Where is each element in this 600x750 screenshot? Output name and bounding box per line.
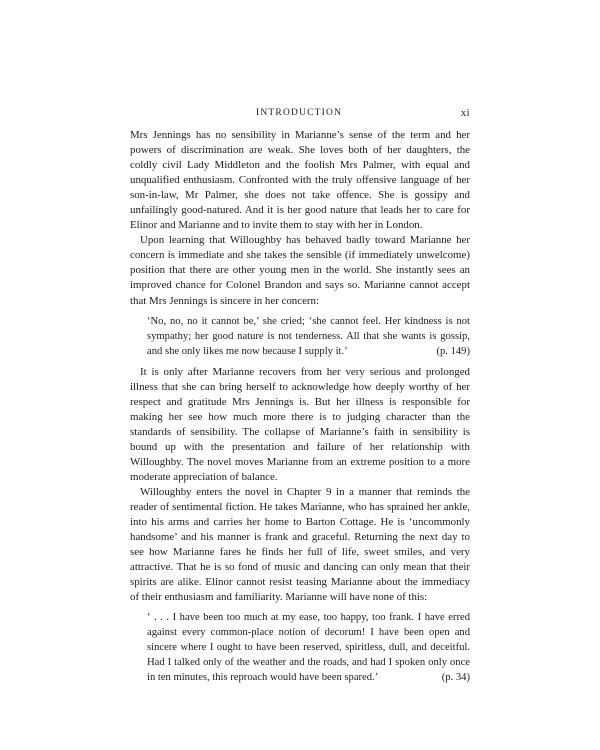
quote-text: ‘No, no, no it cannot be,’ she cried; ‘she cannot feel. Her kindness is not sympathy; her good nature is not tenderness. All that she wants is gossip, and she only likes me now because I supply it.’	[147, 315, 470, 357]
running-head-title: INTRODUCTION	[256, 108, 343, 118]
paragraph: It is only after Marianne recovers from her very serious and prolonged illness that she can bring herself to acknowledge how deeply worthy of her respect and gratitude Mrs Jennings is. But her illness is responsible for making her see how much more there is to judging character than the standards of sensibility. The collapse of Marianne’s faith in sensibility is bound up with the presentation and failure of her relationship with Willoughby. The novel moves Marianne from an extreme position to a more moderate appreciation of balance.	[130, 365, 470, 483]
block-quote	[147, 314, 470, 359]
page-number: xi	[460, 108, 470, 119]
quote-text: ‘ . . . I have been too much at my ease, too happy, too frank. I have erred against every common-place notion of decorum! I have been open and sincere where I ought to have been reserved, spiritless, dull, and deceitful. Had I talked only of the weather and the roads, and had I spoken only once in ten minutes, this reproach would have been spared.’	[147, 612, 470, 684]
paragraph: Willoughby enters the novel in Chapter 9 in a manner that reminds the reader of sentimental fiction. He takes Marianne, who has sprained her ankle, into his arms and carries her home to Barton Cottage. He is ‘uncommonly handsome’ and his manner is frank and graceful. Returning the next day to see how Marianne fares he finds her full of life, sweet smiles, and very attractive. That he is so fond of music and dancing can only mean that their spirits are alike. Elinor cannot resist teasing Marianne about the immediacy of their enthusiasm and familiarity. Marianne will have none of this:	[130, 485, 470, 604]
quote-citation: (p. 34)	[441, 672, 470, 684]
paragraph: Mrs Jennings has no sensibility in Marianne’s sense of the term and her powers of discrimination are weak. She loves both of her daughters, the coldly civil Lady Middleton and the foolish Mrs Palmer, with equal and unqualified enthusiasm. Confronted with the truly offensive language of her son-in-law, Mr Palmer, she does not take offence. She is gossipy and unfailingly good-natured. And it is her good nature that leads her to care for Elinor and Marianne and to invite them to stay with her in London.	[130, 129, 470, 232]
quote-citation: (p. 149)	[436, 345, 470, 357]
paragraph: Upon learning that Willoughby has behaved badly toward Marianne her concern is immediate and she takes the sensible (if immediately unwelcome) position that there are other young men in the world. She instantly sees an improved chance for Colonel Brandon and says so. Marianne cannot accept that Mrs Jennings is sincere in her concern:	[130, 234, 470, 307]
body-text	[130, 128, 470, 691]
block-quote	[147, 610, 470, 685]
running-head	[130, 108, 470, 122]
